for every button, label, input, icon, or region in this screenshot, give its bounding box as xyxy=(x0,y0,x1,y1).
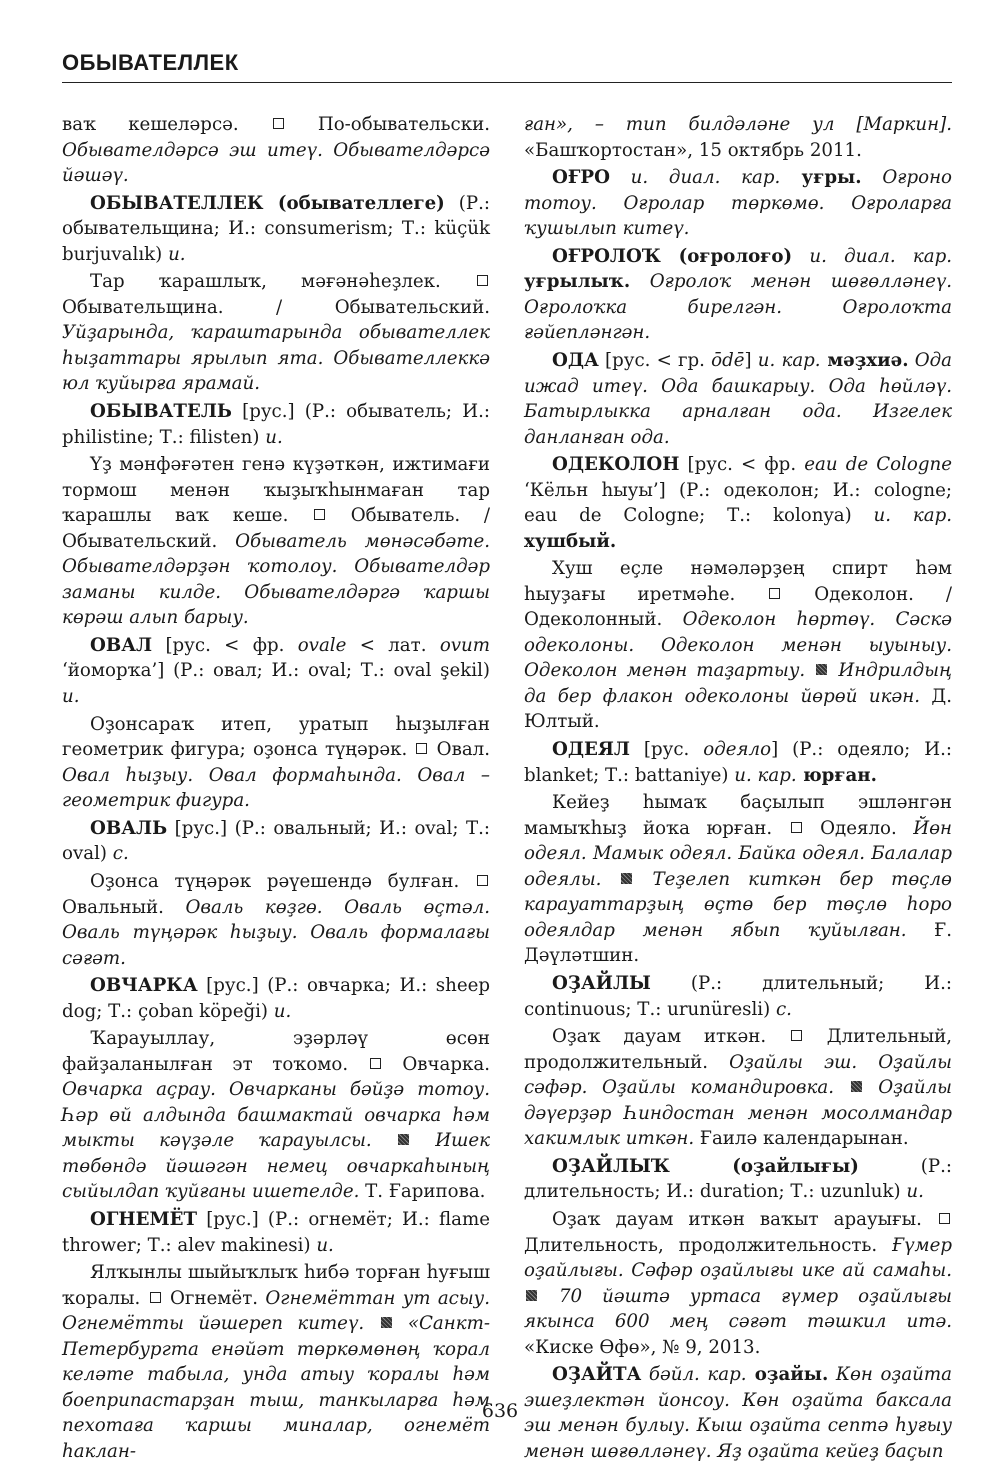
definition: Хуш еҫле нәмәләрҙең спирт һәм һыуҙағы иретмәһе. Одеколон. / Одеколонный. Одеколон һөртөү. Сәскә одеколоны. Одеколон менән ыуыныу. Одеколон менән таҙартыу. Индрилдың да бер флакон одеколоны йөрөй икән. Д. Юлтый. xyxy=(524,558,952,733)
headword: ОБЫВАТЕЛЬ xyxy=(90,401,232,423)
dictionary-entry: ОҘАЙТА бәйл. кар. оҙайы. Көн оҙайта эшеҙлектән йонсоу. Көн оҙайта баксала эш менән булыу. Кыш оҙайта септә һуғыу менән шөғөлләнеү. Яҙ оҙайта кейеҙ баҫып xyxy=(524,1364,952,1462)
definition: Оҙонсараҡ итеп, уратып һыҙылған геометрик фигура; оҙонса түңәрәк. Овал. Овал һыҙыу. Овал формаһында. Овал – геометрик фигура. xyxy=(62,713,490,812)
dictionary-entry: ОВЧАРКА [рус.] (Р.: овчарка; И.: sheep dog; Т.: çoban köpeği) и. xyxy=(62,975,490,1022)
running-head: ОБЫВАТЕЛЛЕК xyxy=(62,50,239,75)
headword: ОВАЛЬ xyxy=(90,817,168,839)
entry-continuation: ған», – тип билдәләне ул [Маркин]. «Башҡортостан», 15 октябрь 2011. xyxy=(524,114,952,161)
russian-equivalent-marker xyxy=(150,1292,161,1303)
headword: ОВАЛ xyxy=(90,634,153,656)
russian-equivalent-marker xyxy=(477,875,488,886)
headword: ОҘАЙЛЫҠ (оҙайлығы) xyxy=(552,1155,859,1177)
dictionary-entry: ОГНЕМЁТ [рус.] (Р.: огнемёт; И.: flame thrower; Т.: alev makinesi) и. xyxy=(62,1209,490,1256)
dictionary-entry: ОБЫВАТЕЛЬ [рус.] (Р.: обыватель; И.: philistine; Т.: filisten) и. xyxy=(62,401,490,448)
headword: ОДА xyxy=(552,350,599,372)
dictionary-entry: ОҘАЙЛЫ (Р.: длительный; И.: continuous; Т.: urunüresli) с. xyxy=(524,973,952,1020)
headword: ОҘАЙТА xyxy=(552,1364,642,1386)
russian-equivalent-marker xyxy=(791,822,802,833)
russian-equivalent-marker xyxy=(769,588,780,599)
right-column xyxy=(524,112,952,1466)
citation-marker xyxy=(526,1290,537,1301)
definition: Кейеҙ һымаҡ баҫылып эшләнгән мамыҡһыҙ йоҡа юрған. Одеяло. Йөн одеял. Мамык одеял. Байка одеял. Балалар одеялы. Теҙелеп киткән бер төҫлө карауаттарҙың өҫтө бер төҫлө һоро одеялдар менән ябып ҡуйылған. Ғ. Дәүләтшин. xyxy=(524,792,952,967)
page-header xyxy=(62,50,952,83)
citation-marker xyxy=(398,1134,409,1145)
citation-marker xyxy=(816,664,827,675)
entry-continuation: ваҡ кешеләрсә. По-обывательски. Обывателдәрсә эш итеү. Обывателдәрсә йәшәү. xyxy=(62,114,490,186)
dictionary-entry: ОҘАЙЛЫҠ (оҙайлығы) (Р.: длительность; И.: duration; Т.: uzunluk) и. xyxy=(524,1155,952,1203)
russian-equivalent-marker xyxy=(314,509,325,520)
page-number: 636 xyxy=(481,1400,519,1422)
dictionary-entry: ОДА [рус. < гр. ōdē] и. кар. мәҙхиә. Ода ижад итеү. Ода башкарыу. Ода һөйләү. Батырлыкка арналған ода. Изгелек данланған ода. xyxy=(524,350,953,448)
headword: ОДЕКОЛОН xyxy=(552,454,680,476)
headword: ОДЕЯЛ xyxy=(552,739,630,761)
definition: Ялҡынлы шыйыҡлыҡ һибә торған һуғыш ҡоралы. Огнемёт. Огнемёттан ут асыу. Огнемётты йәшереп китеү. «Санкт-Петербургта енәйәт төркөмөнөң ҡорал келәте табыла, унда атыу ҡоралы һәм боеприпастарҙан тыш, танкыларға һәм пехотаға ҡаршы миналар, огнемёт һаклан- xyxy=(62,1262,491,1462)
dictionary-entry: ОВАЛ [рус. < фр. ovale < лат. ovum ‘йоморҡа’] (Р.: овал; И.: oval; Т.: oval şekil) и. xyxy=(62,634,490,707)
headword: ОВЧАРКА xyxy=(90,975,198,997)
dictionary-entry: ОДЕКОЛОН [рус. < фр. eau de Cologne ‘Кёльн һыуы’] (Р.: одеколон; И.: cologne; eau de Cologne; Т.: kolonya) и. кар. хушбый. xyxy=(524,454,952,552)
dictionary-entry: ОҒРО и. диал. кар. уғры. Оғроно тотоу. Оғролар төркөмө. Оғроларға ҡушылып китеү. xyxy=(524,167,952,240)
dictionary-entry: ОҒРОЛОҠ (оғролоғо) и. диал. кар. уғрылыҡ. Оғролоҡ менән шөғөлләнеү. Оғролоҡка бирелгән. Оғролоҡта ғәйепләнгән. xyxy=(524,245,952,344)
russian-equivalent-marker xyxy=(939,1213,950,1224)
definition: Үҙ мәнфәғәтен генә күҙәткән, ижтимағи тормош менән ҡыҙыҡһынмаған тар ҡарашлы ваҡ кеше. Обыватель. / Обывательский. Обыватель мөнәсәбәте. Обывателдәрҙән ҡотолоу. Обывателдәр заманы килде. Обывателдәргә ҡаршы көрәш алып барыу. xyxy=(62,454,491,629)
headword: ОҒРОЛОҠ (оғролоғо) xyxy=(552,245,793,267)
headword: ОБЫВАТЕЛЛЕК (обывателлеге) xyxy=(90,192,445,214)
russian-equivalent-marker xyxy=(416,743,427,754)
dictionary-entry: ОБЫВАТЕЛЛЕК (обывателлеге) (Р.: обывательщина; И.: consumerism; Т.: küçük burjuvalık) и. xyxy=(62,192,490,265)
definition: Оҙонса түңәрәк рәүешендә булған. Овальный. Оваль көҙгө. Оваль өҫтәл. Оваль түңәрәк һыҙыу. Оваль формалағы сәғәт. xyxy=(62,871,490,969)
definition: Тар ҡарашлыҡ, мәғәнәһеҙлек. Обывательщина. / Обывательский. Уйҙарында, ҡараштарында обывателлек һыҙаттары ярылып ята. Обывателлеккә юл ҡуйырға ярамай. xyxy=(62,271,490,395)
russian-equivalent-marker xyxy=(273,118,284,129)
citation-marker xyxy=(851,1081,862,1092)
russian-equivalent-marker xyxy=(370,1058,381,1069)
headword: ОҘАЙЛЫ xyxy=(552,973,651,994)
citation-marker xyxy=(621,873,632,884)
russian-equivalent-marker xyxy=(477,275,488,286)
citation-marker xyxy=(381,1317,392,1328)
definition: Оҙаҡ дауам иткән. Длительный, продолжительный. Оҙайлы эш. Оҙайлы сәфәр. Оҙайлы командировка. Оҙайлы дәүерҙәр Һиндостан менән мосолмандар хакимлык иткән. Ғаилә календарынан. xyxy=(524,1026,952,1150)
left-column xyxy=(62,112,490,1466)
russian-equivalent-marker xyxy=(791,1030,802,1041)
dictionary-entry: ОДЕЯЛ [рус. одеяло] (Р.: одеяло; И.: blanket; Т.: battaniye) и. кар. юрған. xyxy=(524,739,952,786)
definition: Ҡарауыллау, эҙәрләү өсөн файҙаланылған эт тоҡомо. Овчарка. Овчарка аҫрау. Овчарканы бәйҙә тотоу. Һәр өй алдында башмактай овчарка һәм мыкты кәүҙәле ҡарауылсы. Ишек төбөндә йәшәгән немец овчаркаһының сыйылдап ҡуйғаны ишетелде. Т. Ғарипова. xyxy=(62,1028,490,1203)
dictionary-entry: ОВАЛЬ [рус.] (Р.: овальный; И.: oval; Т.: oval) с. xyxy=(62,817,490,865)
header-rule xyxy=(62,82,952,83)
headword: ОҒРО xyxy=(552,167,610,189)
definition: Оҙаҡ дауам иткән ваҡыт арауығы. Длительность, продолжительность. Ғүмер оҙайлығы. Сәфәр оҙайлығы ике ай самаһы. 70 йәштә уртаса ғүмер оҙайлығы якынса 600 мең сәғәт тәшкил итә. «Киске Өфө», № 9, 2013. xyxy=(524,1209,952,1358)
headword: ОГНЕМЁТ xyxy=(90,1209,197,1231)
